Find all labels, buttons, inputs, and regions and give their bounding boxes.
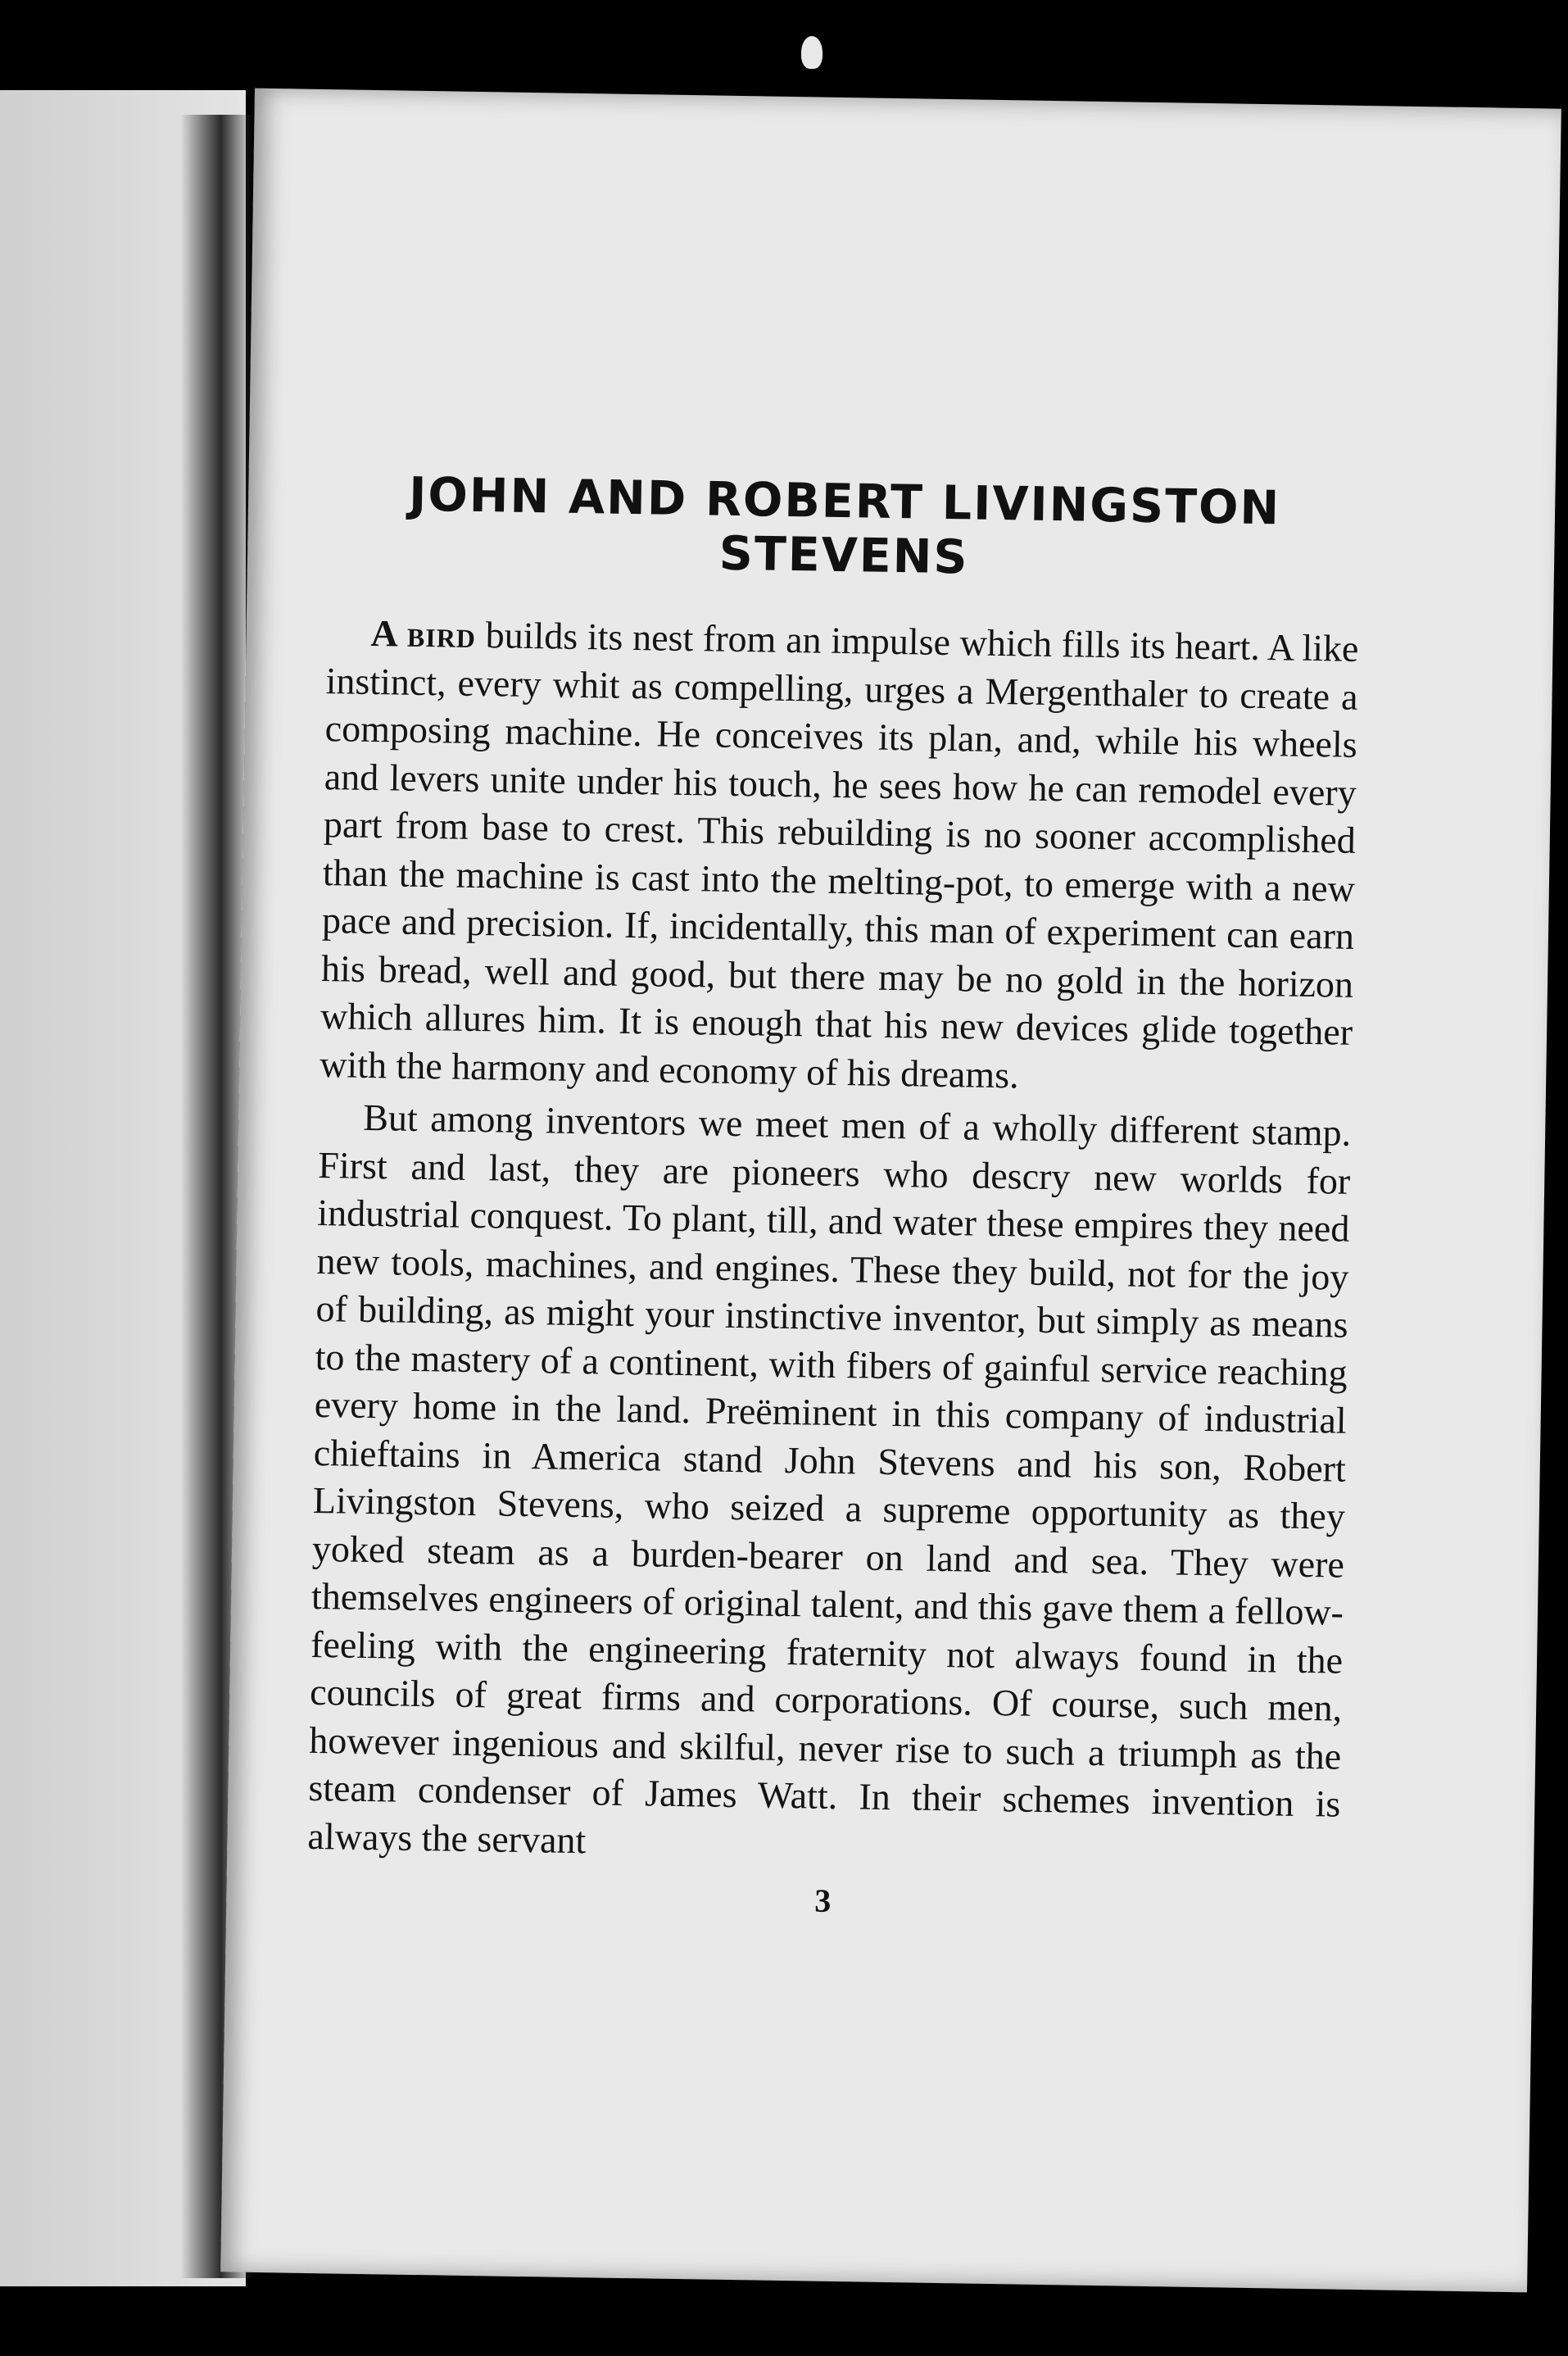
paragraph-1-text: builds its nest from an impulse which fills its heart. A like instinct, every whit as compelling, urges a Mergenthaler to create a composing machine. He conceives its plan, and, while his wheels and levers unite under his touch, he sees how he can remodel every part from base to crest. This rebuilding is no sooner accomplished than the machine is cast into the melting-pot, to emerge with a new pace and precision. If, incidentally, this man of experiment can earn his bread, well and good, but there may be no gold in the horizon which allures him. It is enough that his new devices glide together with the harmony and economy of his dreams.: [319, 613, 1359, 1096]
page-number: 3: [814, 1882, 832, 1919]
paragraph-1: [319, 609, 1359, 1105]
scan-mark: [801, 36, 823, 69]
page-content: [306, 466, 1362, 1928]
body-text: [307, 609, 1359, 1877]
book-page: [220, 89, 1561, 2293]
paragraph-2: But among inventors we meet men of a wholly different stamp. First and last, they are pioneers who descry new worlds for industrial conquest. To plant, till, and water these empires they need new tools, machines, and engines. These they build, not for the joy of building, as might your instinctive inventor, but simply as means to the mastery of a continent, with fibers of gainful service reaching every home in the land. Preëminent in this company of industrial chieftains in America stand John Stevens and his son, Robert Livingston Stevens, who seized a supreme opportunity as they yoked steam as a burden-bearer on land and sea. They were themselves engineers of original talent, and this gave them a fellow-feeling with the engineering fraternity not always found in the councils of great firms and corporations. Of course, such men, however ingenious and skilful, never rise to such a triumph as the steam condenser of James Watt. In their schemes invention is always the servant: [307, 1096, 1352, 1861]
chapter-title: [328, 466, 1362, 591]
paragraph-1-opening: A bird: [370, 611, 477, 656]
chapter-title-line2: STEVENS: [718, 526, 970, 585]
chapter-title-line1: JOHN AND ROBERT LIVINGSTON: [408, 467, 1281, 536]
